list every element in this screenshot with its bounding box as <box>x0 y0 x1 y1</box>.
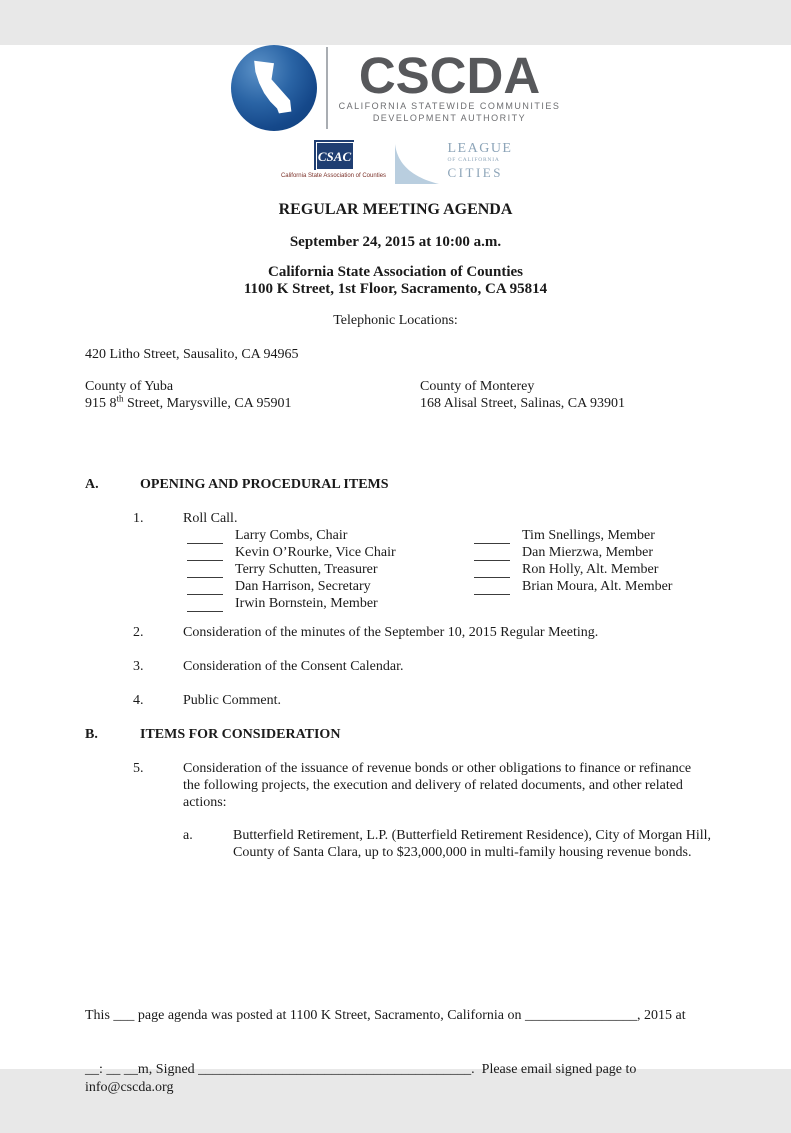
league-of-california-cities-logo <box>391 142 513 188</box>
item-5a-letter: a. <box>183 828 193 843</box>
location-sausalito: 420 Litho Street, Sausalito, CA 94965 <box>85 347 299 362</box>
item-5a-text: Butterfield Retirement, L.P. (Butterfield Retirement Residence), City of Morgan Hill, County of Santa Clara, up to $23,000,000 in multi-family housing revenue bonds. <box>233 828 711 860</box>
roll-call-left-column <box>183 527 470 612</box>
league-swoosh-icon <box>391 142 443 188</box>
roll-call-row: Tim Snellings, Member <box>470 527 711 544</box>
location-monterey <box>420 378 711 412</box>
cscda-tagline-line1: CALIFORNIA STATEWIDE COMMUNITIES <box>338 101 561 111</box>
roll-call-blank <box>187 547 223 561</box>
agenda-item-1 <box>133 510 711 612</box>
item-1-text: Roll Call. <box>183 511 238 526</box>
item-3-text: Consideration of the Consent Calendar. <box>183 659 404 674</box>
ordinal-superscript: th <box>116 393 124 404</box>
roll-call-blank <box>474 581 510 595</box>
section-a-title: OPENING AND PROCEDURAL ITEMS <box>140 477 389 492</box>
section-b-heading <box>85 726 711 743</box>
roll-call-row: Larry Combs, Chair <box>183 527 470 544</box>
roll-call-row: Dan Harrison, Secretary <box>183 578 470 595</box>
csac-caption: California State Association of Counties <box>280 173 387 179</box>
csac-logo-box <box>314 140 354 170</box>
roll-call-row: Irwin Bornstein, Member <box>183 595 470 612</box>
item-5-number: 5. <box>133 761 144 776</box>
cscda-wordmark: CSCDA <box>358 47 541 104</box>
agenda-document-page <box>0 45 791 1095</box>
roll-call-row: Ron Holly, Alt. Member <box>470 561 711 578</box>
item-2-text: Consideration of the minutes of the September 10, 2015 Regular Meeting. <box>183 625 599 640</box>
location-yuba <box>85 378 420 412</box>
league-text-line2: OF CALIFORNIA <box>447 157 500 163</box>
roll-call-row: Terry Schutten, Treasurer <box>183 561 470 578</box>
item-4-text: Public Comment. <box>183 693 281 708</box>
location-monterey-name: County of Monterey <box>420 379 535 394</box>
csac-acronym: CSAC <box>317 148 352 164</box>
agenda-item-2 <box>133 624 711 641</box>
meeting-title: REGULAR MEETING AGENDA <box>278 201 513 218</box>
posting-notice-footer <box>85 971 711 1133</box>
logo-divider <box>326 47 328 129</box>
footer-line1: This ___ page agenda was posted at 1100 K Street, Sacramento, California on ________________, 2015 at <box>85 1008 686 1023</box>
roll-call-right-column <box>470 527 711 612</box>
roll-call-row: Kevin O’Rourke, Vice Chair <box>183 544 470 561</box>
roll-call-blank <box>474 530 510 544</box>
california-globe-icon <box>231 45 317 131</box>
location-monterey-address: 168 Alisal Street, Salinas, CA 93901 <box>420 396 625 411</box>
agenda-item-3 <box>133 658 711 675</box>
agenda-item-4 <box>133 692 711 709</box>
agenda-item-5a <box>183 827 711 861</box>
section-a-letter: A. <box>85 477 99 492</box>
item-4-number: 4. <box>133 693 144 708</box>
roll-call-row: Dan Mierzwa, Member <box>470 544 711 561</box>
cscda-logo <box>0 45 791 131</box>
item-3-number: 3. <box>133 659 144 674</box>
roll-call-blank <box>187 581 223 595</box>
item-2-number: 2. <box>133 625 144 640</box>
venue-name: California State Association of Counties <box>268 264 523 280</box>
item-5-text: Consideration of the issuance of revenue bonds or other obligations to finance or refinance the following projects, the execution and delivery of related documents, and other related actions: <box>183 761 692 810</box>
roll-call-blank <box>187 598 223 612</box>
footer-line2: __: __ __m, Signed _______________________________________. Please email signed page to info@cscda.org <box>85 1062 640 1095</box>
section-b-letter: B. <box>85 727 98 742</box>
roll-call-blank <box>474 564 510 578</box>
league-text-line1: LEAGUE <box>447 141 513 156</box>
telephonic-locations-label: Telephonic Locations: <box>333 313 458 328</box>
location-yuba-address: 915 8th Street, Marysville, CA 95901 <box>85 393 292 411</box>
cscda-tagline-line2: DEVELOPMENT AUTHORITY <box>372 113 527 123</box>
item-1-number: 1. <box>133 511 144 526</box>
roll-call-list <box>183 527 711 612</box>
section-a-heading <box>85 476 711 493</box>
roll-call-blank <box>187 564 223 578</box>
agenda-item-5 <box>133 760 711 811</box>
agenda-body <box>0 476 791 861</box>
location-counties-row <box>85 378 711 412</box>
location-yuba-name: County of Yuba <box>85 379 174 394</box>
section-b-title: ITEMS FOR CONSIDERATION <box>140 727 341 742</box>
partner-logos-row <box>0 140 791 188</box>
meeting-datetime: September 24, 2015 at 10:00 a.m. <box>289 234 502 250</box>
roll-call-row: Brian Moura, Alt. Member <box>470 578 711 595</box>
csac-logo <box>280 140 387 179</box>
venue-address: 1100 K Street, 1st Floor, Sacramento, CA 95814 <box>243 281 548 297</box>
roll-call-blank <box>187 530 223 544</box>
league-text-line3: CITIES <box>447 164 503 180</box>
roll-call-blank <box>474 547 510 561</box>
